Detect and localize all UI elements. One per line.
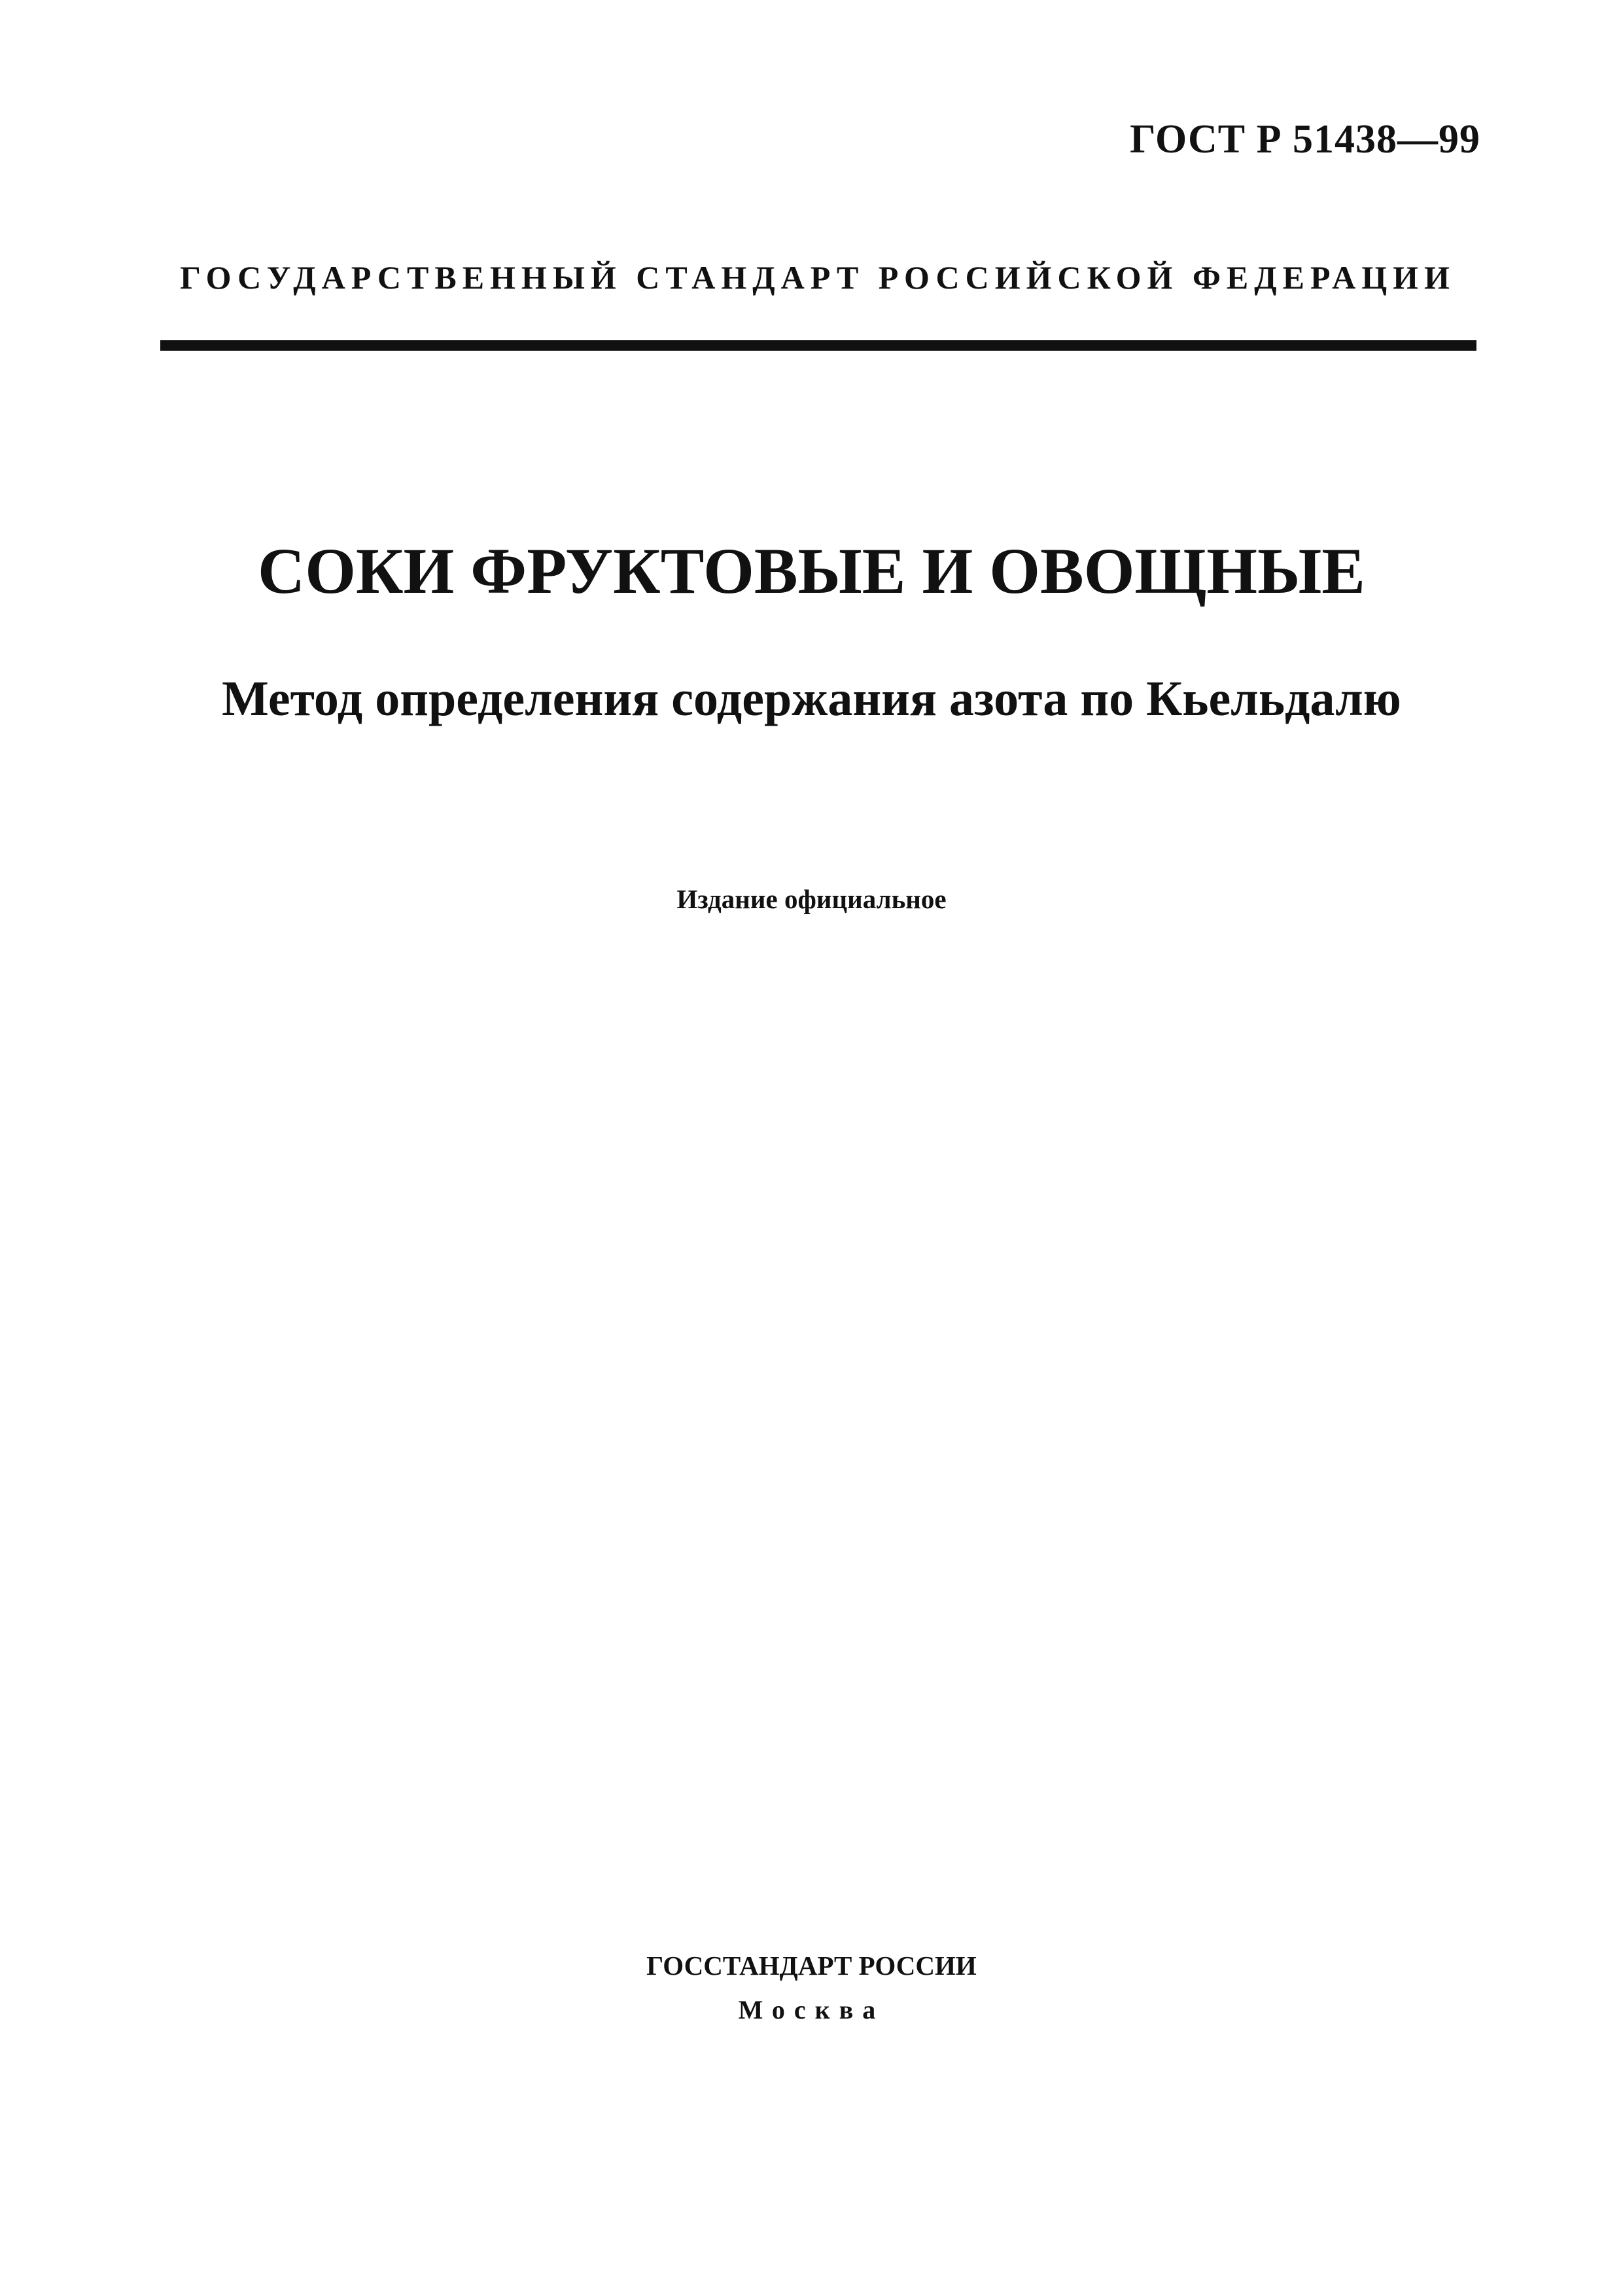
edition-label: Издание официальное xyxy=(676,884,947,914)
publisher-city: Москва xyxy=(738,1995,885,2024)
document-title: СОКИ ФРУКТОВЫЕ И ОВОЩНЫЕ xyxy=(258,535,1365,607)
header-divider xyxy=(160,340,1476,351)
document-subtitle: Метод определения содержания азота по Кьельдалю xyxy=(222,671,1401,726)
standard-number: ГОСТ Р 51438—99 xyxy=(1130,117,1480,162)
state-standard-header: ГОСУДАРСТВЕННЫЙ СТАНДАРТ РОССИЙСКОЙ ФЕДЕРАЦИИ xyxy=(180,259,1456,296)
publisher-name: ГОССТАНДАРТ РОССИИ xyxy=(646,1951,977,1981)
